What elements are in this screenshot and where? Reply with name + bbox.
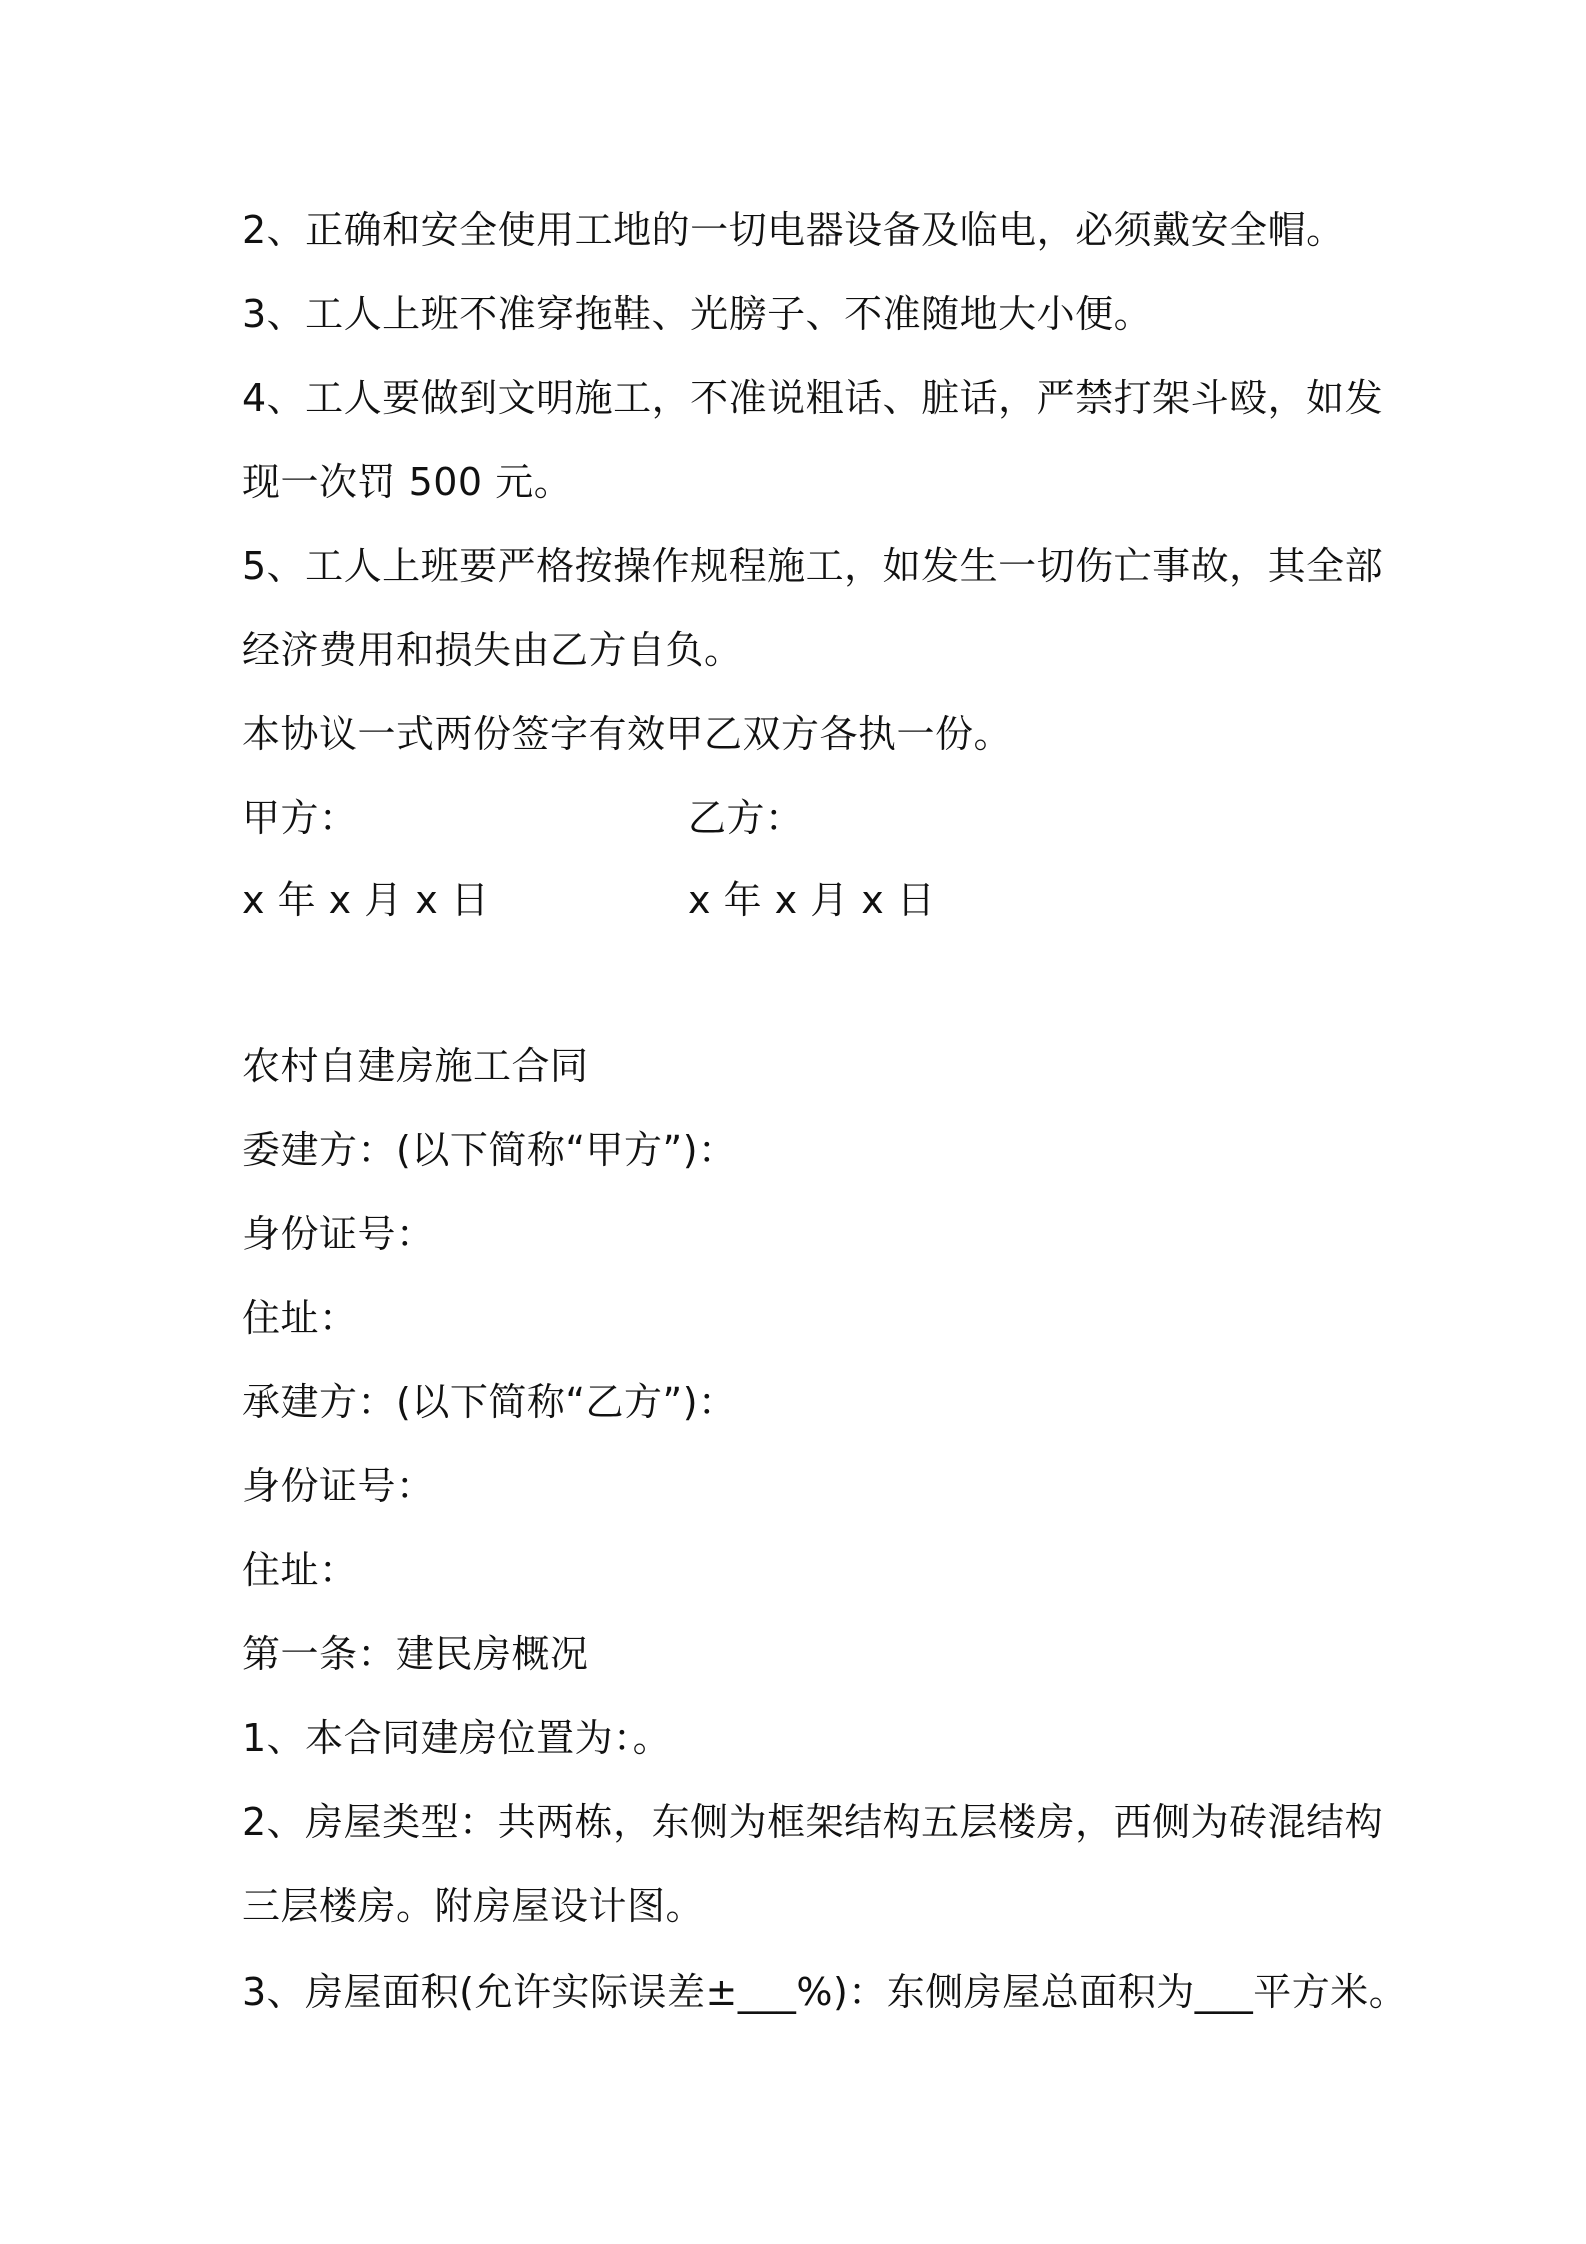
party-a-signature-label: 甲方： xyxy=(242,796,358,840)
client-address-label: 住址： xyxy=(242,1296,358,1340)
agreement-note: 本协议一式两份签字有效甲乙双方各执一份。 xyxy=(242,712,1013,756)
clause-3: 3、工人上班不准穿拖鞋、光膀子、不准随地大小便。 xyxy=(242,292,1153,336)
party-b-date: x 年 x 月 x 日 xyxy=(688,878,936,922)
party-b-signature-label: 乙方： xyxy=(688,796,804,840)
contractor-id-label: 身份证号： xyxy=(242,1464,435,1508)
article-one-title: 第一条：建民房概况 xyxy=(242,1632,589,1676)
item-2-line-1: 2、房屋类型：共两栋，东侧为框架结构五层楼房，西侧为砖混结构 xyxy=(242,1800,1384,1844)
clause-5-line-1: 5、工人上班要严格按操作规程施工，如发生一切伤亡事故，其全部 xyxy=(242,544,1384,588)
item-2-line-2: 三层楼房。附房屋设计图。 xyxy=(242,1884,705,1928)
item-3-area: 3、房屋面积(允许实际误差±___%)：东侧房屋总面积为___平方米。 xyxy=(242,1970,1408,2014)
client-id-label: 身份证号： xyxy=(242,1212,435,1256)
party-a-date: x 年 x 月 x 日 xyxy=(242,878,490,922)
client-label: 委建方：(以下简称“甲方”)： xyxy=(242,1128,737,1172)
contractor-label: 承建方：(以下简称“乙方”)： xyxy=(242,1380,737,1424)
contract-title: 农村自建房施工合同 xyxy=(242,1044,589,1088)
clause-4-line-2: 现一次罚 500 元。 xyxy=(242,460,573,504)
contractor-address-label: 住址： xyxy=(242,1548,358,1592)
clause-5-line-2: 经济费用和损失由乙方自负。 xyxy=(242,628,743,672)
clause-4-line-1: 4、工人要做到文明施工，不准说粗话、脏话，严禁打架斗殴，如发 xyxy=(242,376,1384,420)
clause-2: 2、正确和安全使用工地的一切电器设备及临电，必须戴安全帽。 xyxy=(242,208,1345,252)
item-1-location: 1、本合同建房位置为：。 xyxy=(242,1716,672,1760)
